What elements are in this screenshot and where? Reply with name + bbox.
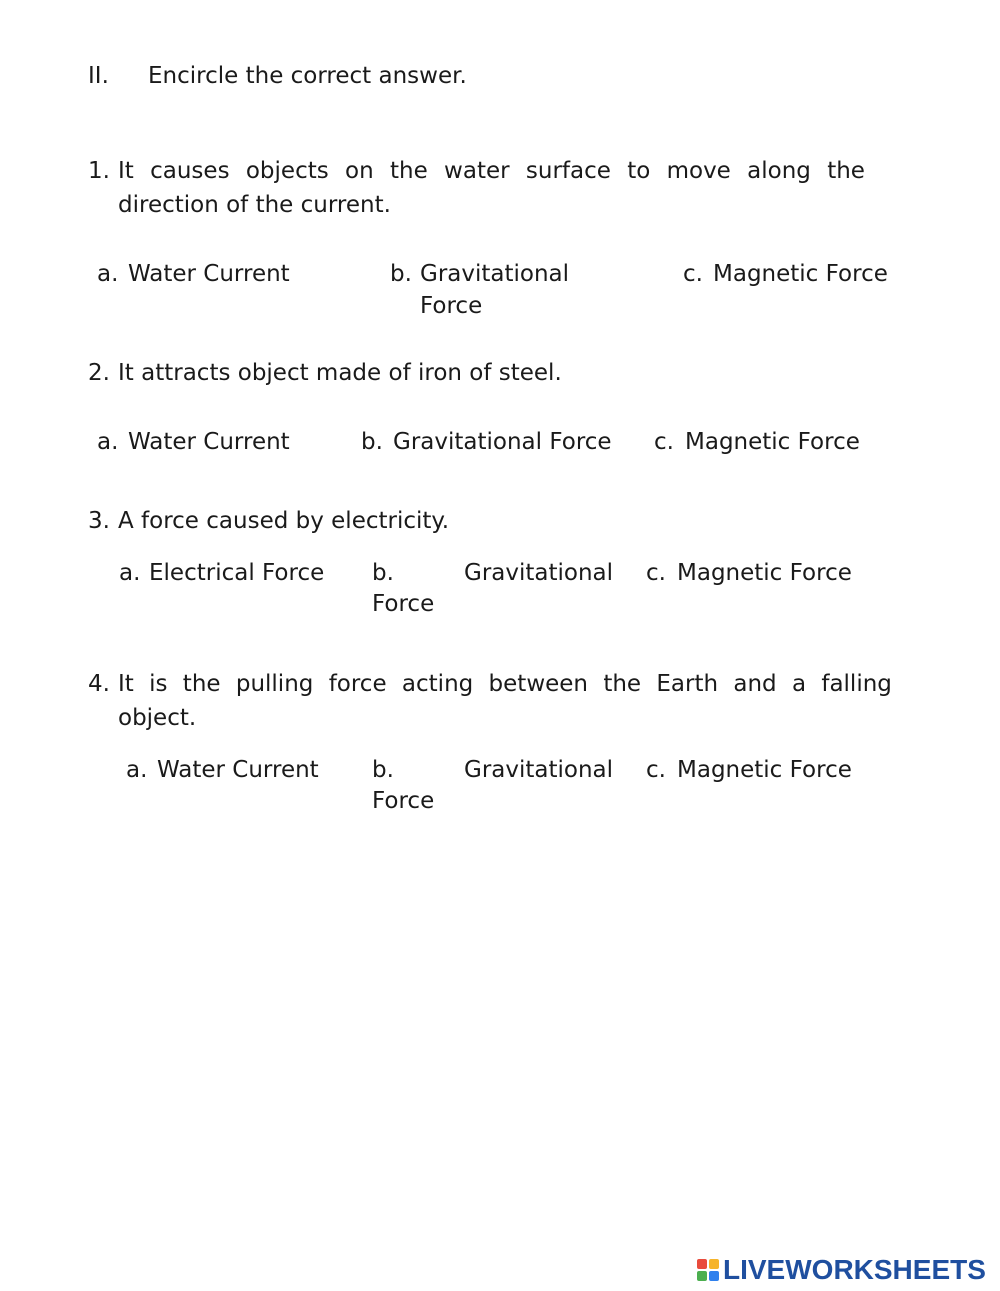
question-number: 4. bbox=[88, 671, 110, 697]
option-letter: c. bbox=[683, 261, 703, 287]
section-instruction: Encircle the correct answer. bbox=[148, 63, 467, 89]
option-label: Magnetic Force bbox=[677, 757, 852, 783]
option-letter: c. bbox=[654, 429, 674, 455]
option-label: Magnetic Force bbox=[685, 429, 860, 455]
question-text-line: A force caused by electricity. bbox=[118, 508, 450, 534]
liveworksheets-logo bbox=[697, 1255, 986, 1285]
option-label: Force bbox=[420, 293, 483, 319]
logo-square-blue bbox=[709, 1271, 719, 1281]
option-label: Gravitational bbox=[464, 757, 614, 783]
option-letter: b. bbox=[372, 757, 394, 783]
section-number: II. bbox=[88, 63, 109, 89]
logo-text: LIVEWORKSHEETS bbox=[723, 1254, 986, 1285]
option-label: Water Current bbox=[157, 757, 319, 783]
liveworksheets-logo-icon bbox=[697, 1259, 719, 1281]
option-label: Force bbox=[372, 591, 435, 617]
option-letter: a. bbox=[97, 429, 119, 455]
option-label: Electrical Force bbox=[149, 560, 325, 586]
option-letter: c. bbox=[646, 757, 666, 783]
option-letter: c. bbox=[646, 560, 666, 586]
option-label: Gravitational Force bbox=[393, 429, 612, 455]
option-label: Magnetic Force bbox=[677, 560, 852, 586]
question-number: 3. bbox=[88, 508, 110, 534]
option-label: Water Current bbox=[128, 261, 290, 287]
option-letter: a. bbox=[97, 261, 119, 287]
question-text-line: It causes objects on the water surface to move along the bbox=[118, 158, 865, 184]
option-label: Magnetic Force bbox=[713, 261, 888, 287]
question-number: 1. bbox=[88, 158, 110, 184]
option-letter: b. bbox=[390, 261, 412, 287]
option-letter: a. bbox=[126, 757, 148, 783]
option-label: Gravitational bbox=[464, 560, 614, 586]
question-text-line: direction of the current. bbox=[118, 192, 391, 218]
logo-square-red bbox=[697, 1259, 707, 1269]
option-label: Force bbox=[372, 788, 435, 814]
logo-square-green bbox=[697, 1271, 707, 1281]
question-text-line: It is the pulling force acting between the Earth and a falling bbox=[118, 671, 892, 697]
question-number: 2. bbox=[88, 360, 110, 386]
option-label: Water Current bbox=[128, 429, 290, 455]
option-letter: b. bbox=[372, 560, 394, 586]
option-letter: a. bbox=[119, 560, 141, 586]
question-text-line: It attracts object made of iron of steel. bbox=[118, 360, 562, 386]
question-text-line: object. bbox=[118, 705, 197, 731]
option-letter: b. bbox=[361, 429, 383, 455]
option-label: Gravitational bbox=[420, 261, 570, 287]
logo-square-yellow bbox=[709, 1259, 719, 1269]
